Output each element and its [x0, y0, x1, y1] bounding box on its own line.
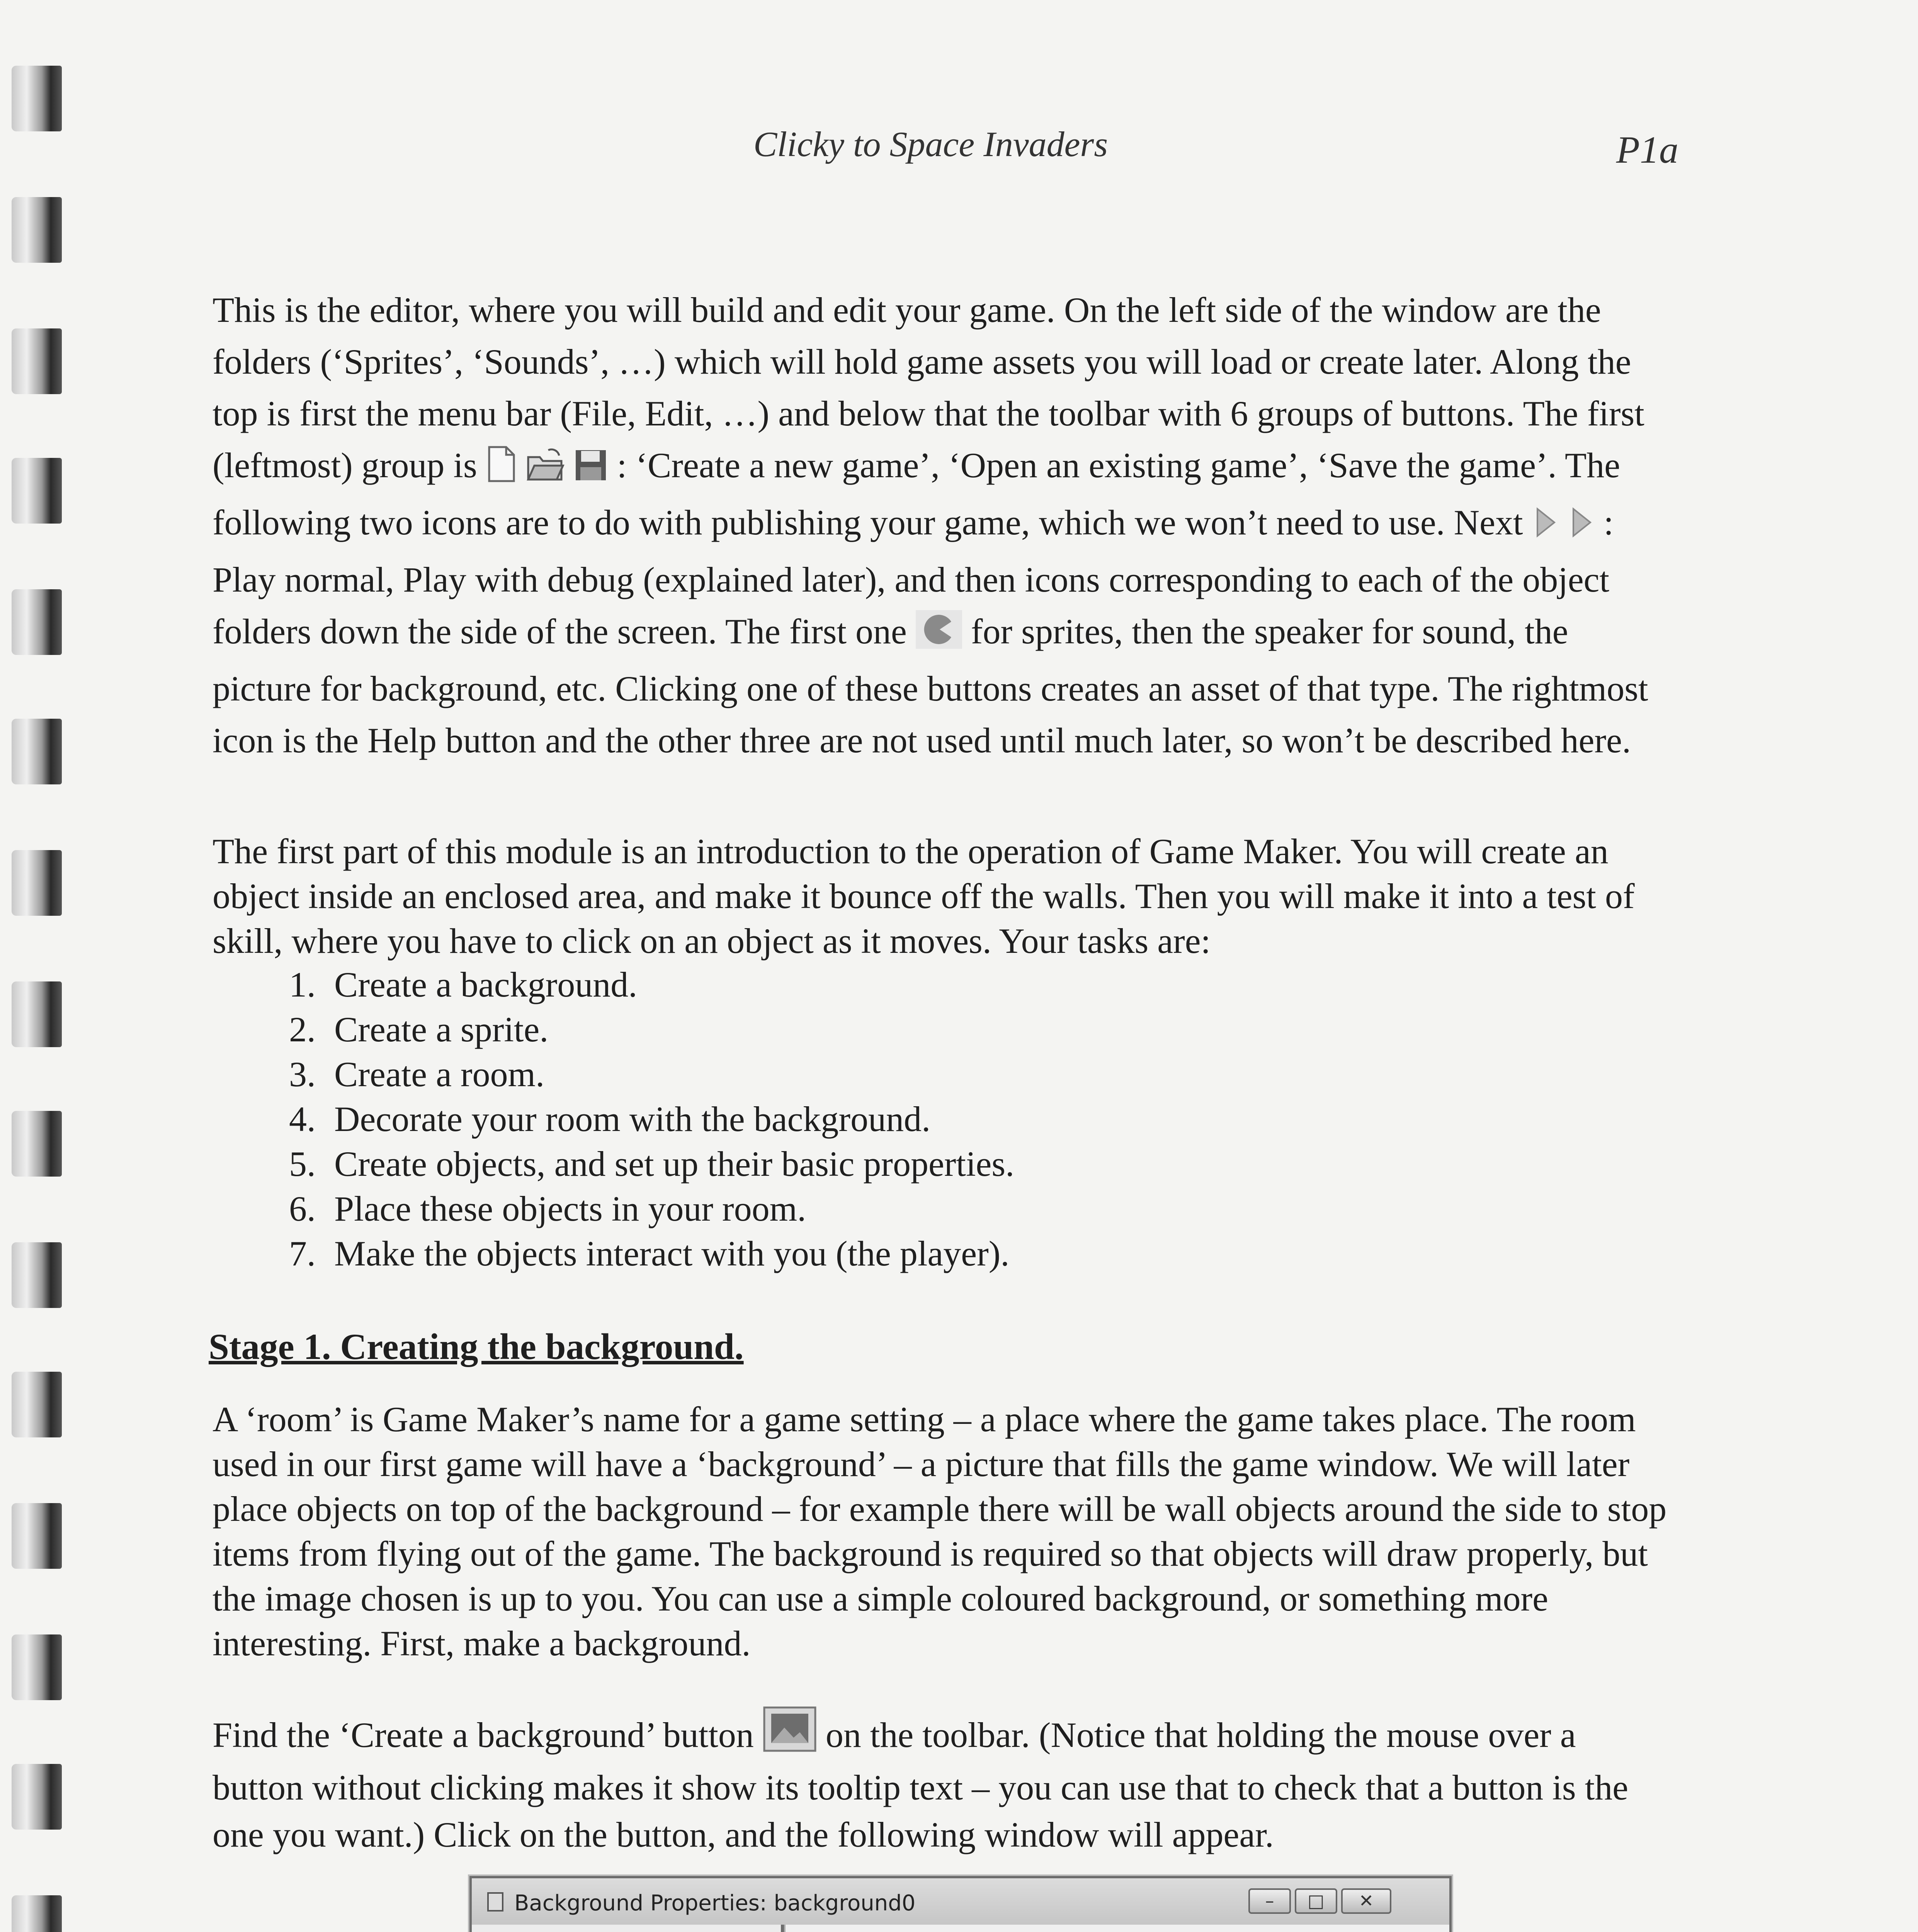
task-item: 2. Create a sprite. — [325, 1007, 1014, 1052]
task-item: 5. Create objects, and set up their basic properties. — [325, 1141, 1014, 1186]
dialog-title: Background Properties: background0 — [514, 1891, 916, 1916]
intro-paragraph — [213, 284, 1669, 766]
running-header-title: Clicky to Space Invaders — [753, 124, 1108, 164]
close-button[interactable]: ✕ — [1341, 1888, 1391, 1914]
running-header-code: P1a — [1616, 128, 1678, 171]
sprite-pacman-icon — [916, 610, 962, 663]
binding-ring — [12, 1895, 62, 1932]
task-item: 6. Place these objects in your room. — [325, 1186, 1014, 1231]
intro-text-1: This is the editor, where you will build and edit your game. On the left side of the window are the folders (‘Sprites’, ‘Sounds’, …) which will hold game assets you will load or create later. Along the top is first the menu bar (File, Edit, …) and below that the toolbar with 6 groups of buttons. The first (leftmost) group is — [213, 290, 1644, 485]
stage1-text-2a: Find the ‘Create a background’ button — [213, 1715, 754, 1755]
spiral-binding — [0, 0, 66, 1932]
binding-ring — [12, 1111, 62, 1177]
background-properties-dialog — [469, 1876, 1452, 1932]
dialog-app-icon — [487, 1892, 503, 1912]
task-list — [263, 962, 1014, 1276]
save-disk-icon — [573, 445, 608, 497]
task-item: 1. Create a background. — [325, 962, 1014, 1007]
binding-ring — [12, 1634, 62, 1700]
open-folder-icon — [526, 445, 565, 497]
task-item: 4. Decorate your room with the background. — [325, 1097, 1014, 1141]
binding-ring — [12, 197, 62, 263]
binding-ring — [12, 1372, 62, 1437]
binding-ring — [12, 1242, 62, 1308]
task-item: 7. Make the objects interact with you (the player). — [325, 1231, 1014, 1276]
panel-divider — [781, 1925, 784, 1932]
binding-ring — [12, 981, 62, 1047]
maximize-button[interactable]: □ — [1295, 1888, 1337, 1914]
stage1-paragraph-1: A ‘room’ is Game Maker’s name for a game setting – a place where the game takes place. The room used in our first game will have a ‘background’ – a picture that fills the game window. We will later place objects on top of the background – for example there will be wall objects around the side to stop items from flying out of the game. The background is required so that objects will draw properly, but the image chosen is up to you. You can use a simple coloured background, or something more interesting. First, make a background. — [213, 1400, 1667, 1663]
binding-ring — [12, 1503, 62, 1569]
binding-ring — [12, 328, 62, 394]
task-item: 3. Create a room. — [325, 1052, 1014, 1097]
binding-ring — [12, 719, 62, 784]
create-background-icon — [763, 1706, 817, 1764]
module-intro-paragraph: The first part of this module is an introduction to the operation of Game Maker. You will create an object inside an enclosed area, and make it bounce off the walls. Then you will make it into a test of skill, where you have to click on an object as it moves. Your tasks are: — [213, 832, 1635, 961]
stage1-paragraph-2 — [213, 1706, 1669, 1858]
dialog-properties-panel — [472, 1925, 781, 1932]
binding-ring — [12, 458, 62, 524]
minimize-button[interactable]: – — [1248, 1888, 1291, 1914]
dialog-titlebar[interactable] — [472, 1878, 1449, 1925]
background-preview-area — [784, 1925, 1449, 1932]
intro-text-4: for sprites, then the speaker for sound, the picture for background, etc. Clicking one of these buttons creates an asset of that type. The rightmost icon is the Help button and the other three are not used until much later, so won’t be described here. — [213, 612, 1648, 760]
stage1-heading: Stage 1. Creating the background. — [209, 1326, 744, 1367]
binding-ring — [12, 66, 62, 131]
play-debug-icon — [1568, 502, 1595, 554]
intro-text-2: : ‘Create a new game’, ‘Open an existing game’, ‘Save the game’. The following two icons are to do with publishing your game, which we won’t need to use. Next — [213, 446, 1620, 542]
stage1-text-2b: on the toolbar. (Notice that holding the mouse over a button without clicking makes it show its tooltip text – you can use that to check that a button is the one you want.) Click on the button, and the following window will appear. — [213, 1715, 1629, 1854]
new-file-icon — [486, 445, 517, 497]
binding-ring — [12, 850, 62, 916]
binding-ring — [12, 1764, 62, 1830]
binding-ring — [12, 589, 62, 655]
intro-text-3: : Play normal, Play with debug (explained later), and then icons corresponding to each of the object folders down the side of the screen. The first one — [213, 503, 1614, 651]
play-normal-icon — [1532, 502, 1559, 554]
